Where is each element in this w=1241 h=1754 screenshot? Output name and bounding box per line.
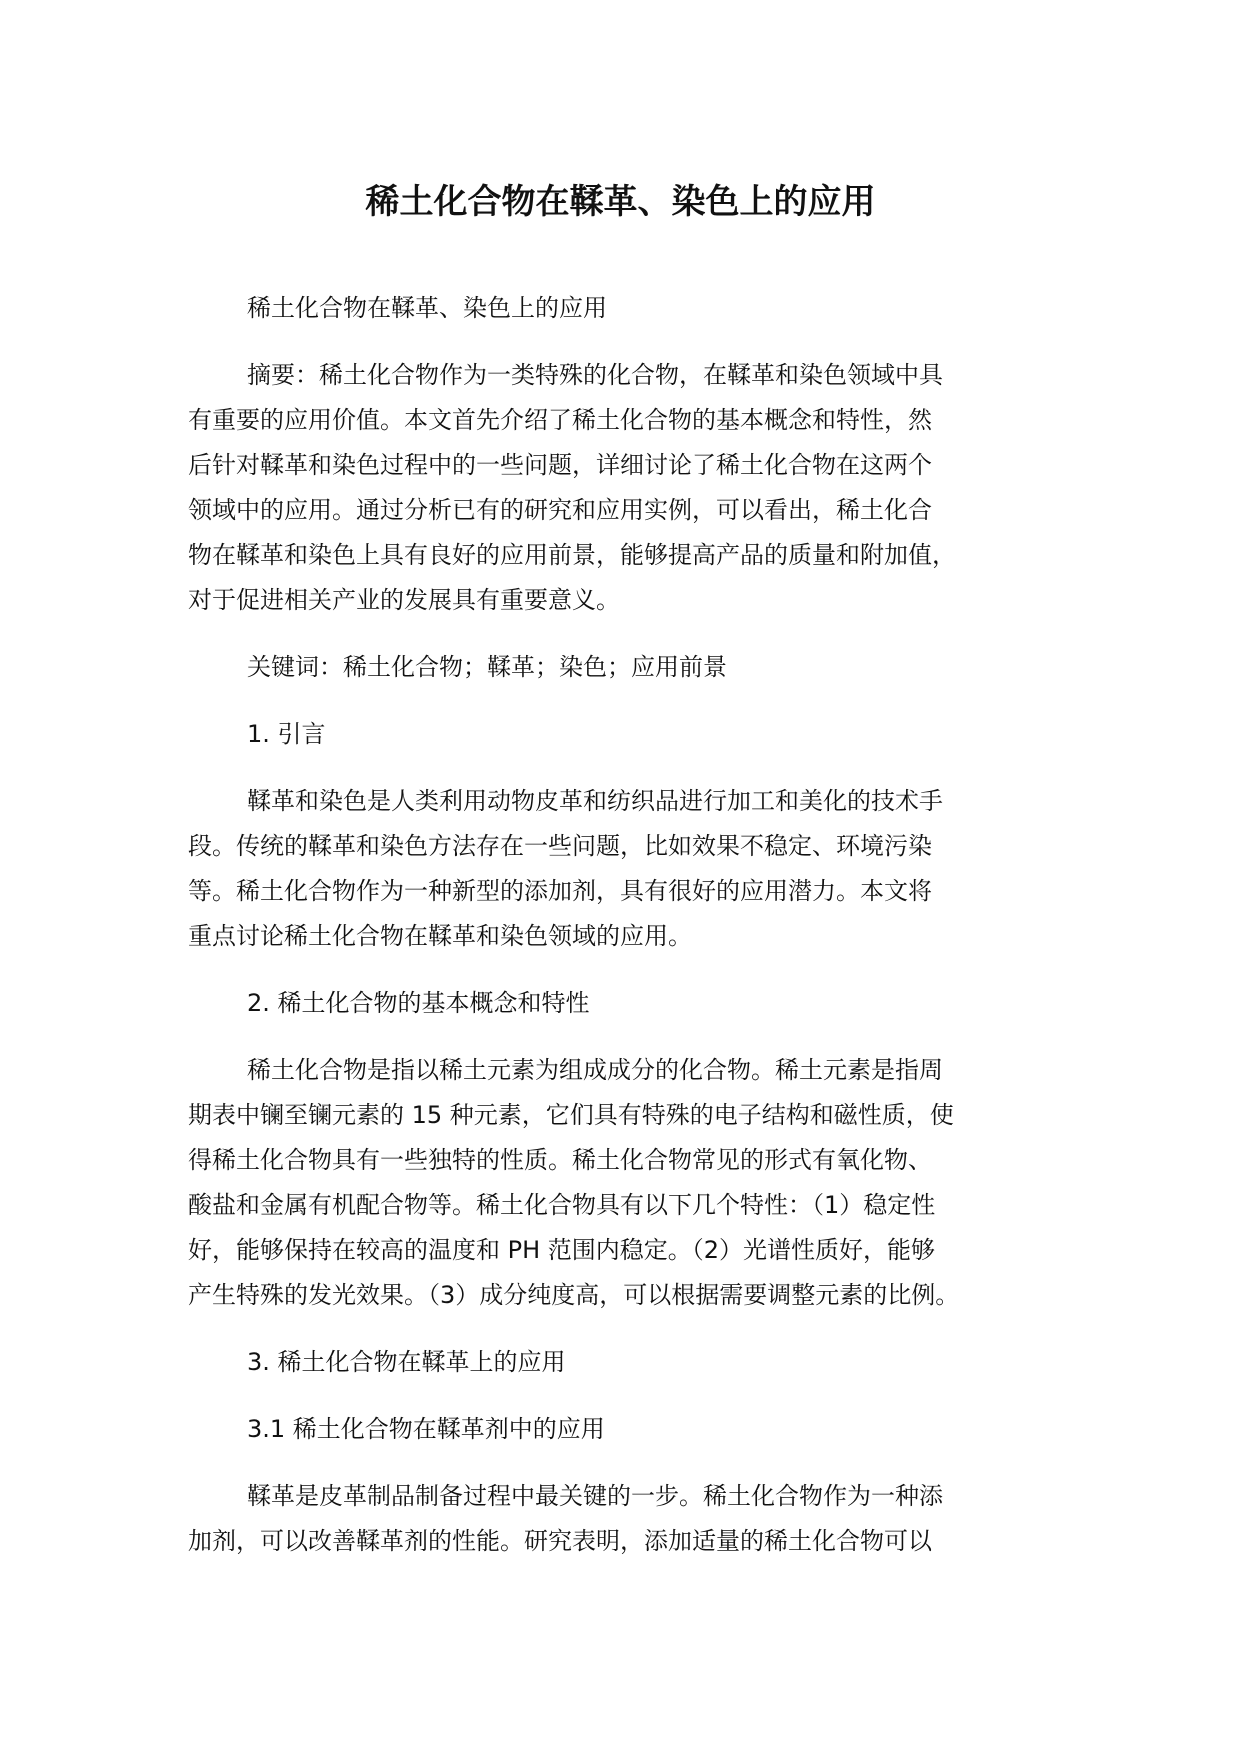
paragraph-line: 段。传统的鞣革和染色方法存在一些问题，比如效果不稳定、环境污染 [188, 832, 932, 860]
concepts-paragraph [188, 1048, 1088, 1318]
paragraph-line: 鞣革和染色是人类利用动物皮革和纺织品进行加工和美化的技术手 [247, 787, 943, 815]
abstract-line: 后针对鞣革和染色过程中的一些问题，详细讨论了稀土化合物在这两个 [188, 451, 932, 479]
section-heading-concepts: 2. 稀土化合物的基本概念和特性 [247, 989, 590, 1017]
intro-paragraph [188, 779, 1088, 959]
paragraph-line: 好，能够保持在较高的温度和 PH 范围内稳定。（2）光谱性质好，能够 [188, 1236, 936, 1264]
tanning-paragraph [188, 1474, 1088, 1564]
paragraph-line: 稀土化合物是指以稀土元素为组成成分的化合物。稀土元素是指周 [247, 1056, 943, 1084]
abstract-line: 对于促进相关产业的发展具有重要意义。 [188, 586, 620, 614]
paragraph-line: 等。稀土化合物作为一种新型的添加剂，具有很好的应用潜力。本文将 [188, 877, 932, 905]
document-body [188, 286, 1088, 1586]
document-title: 稀土化合物在鞣革、染色上的应用 [365, 182, 876, 222]
subsection-heading-tanning-agent: 3.1 稀土化合物在鞣革剂中的应用 [247, 1415, 605, 1443]
abstract-line: 物在鞣革和染色上具有良好的应用前景，能够提高产品的质量和附加值， [188, 541, 956, 569]
paragraph-line: 酸盐和金属有机配合物等。稀土化合物具有以下几个特性：（1）稳定性 [188, 1191, 936, 1219]
paragraph-line: 加剂，可以改善鞣革剂的性能。研究表明，添加适量的稀土化合物可以 [188, 1527, 932, 1555]
paragraph-line: 重点讨论稀土化合物在鞣革和染色领域的应用。 [188, 922, 692, 950]
abstract-line: 领域中的应用。通过分析已有的研究和应用实例，可以看出，稀土化合 [188, 496, 932, 524]
paragraph-line: 鞣革是皮革制品制备过程中最关键的一步。稀土化合物作为一种添 [247, 1482, 943, 1510]
section-heading-intro: 1. 引言 [247, 720, 326, 748]
abstract-paragraph [188, 353, 1088, 623]
section-heading-tanning: 3. 稀土化合物在鞣革上的应用 [247, 1348, 566, 1376]
paragraph-line: 期表中镧至镧元素的 15 种元素，它们具有特殊的电子结构和磁性质，使 [188, 1101, 954, 1129]
paragraph-line: 得稀土化合物具有一些独特的性质。稀土化合物常见的形式有氧化物、 [188, 1146, 932, 1174]
paragraph-line: 产生特殊的发光效果。（3）成分纯度高，可以根据需要调整元素的比例。 [188, 1281, 960, 1309]
abstract-line: 有重要的应用价值。本文首先介绍了稀土化合物的基本概念和特性，然 [188, 406, 932, 434]
document-subtitle: 稀土化合物在鞣革、染色上的应用 [247, 294, 607, 322]
keywords-line: 关键词：稀土化合物；鞣革；染色；应用前景 [247, 653, 727, 681]
abstract-line: 摘要：稀土化合物作为一类特殊的化合物，在鞣革和染色领域中具 [247, 361, 943, 389]
